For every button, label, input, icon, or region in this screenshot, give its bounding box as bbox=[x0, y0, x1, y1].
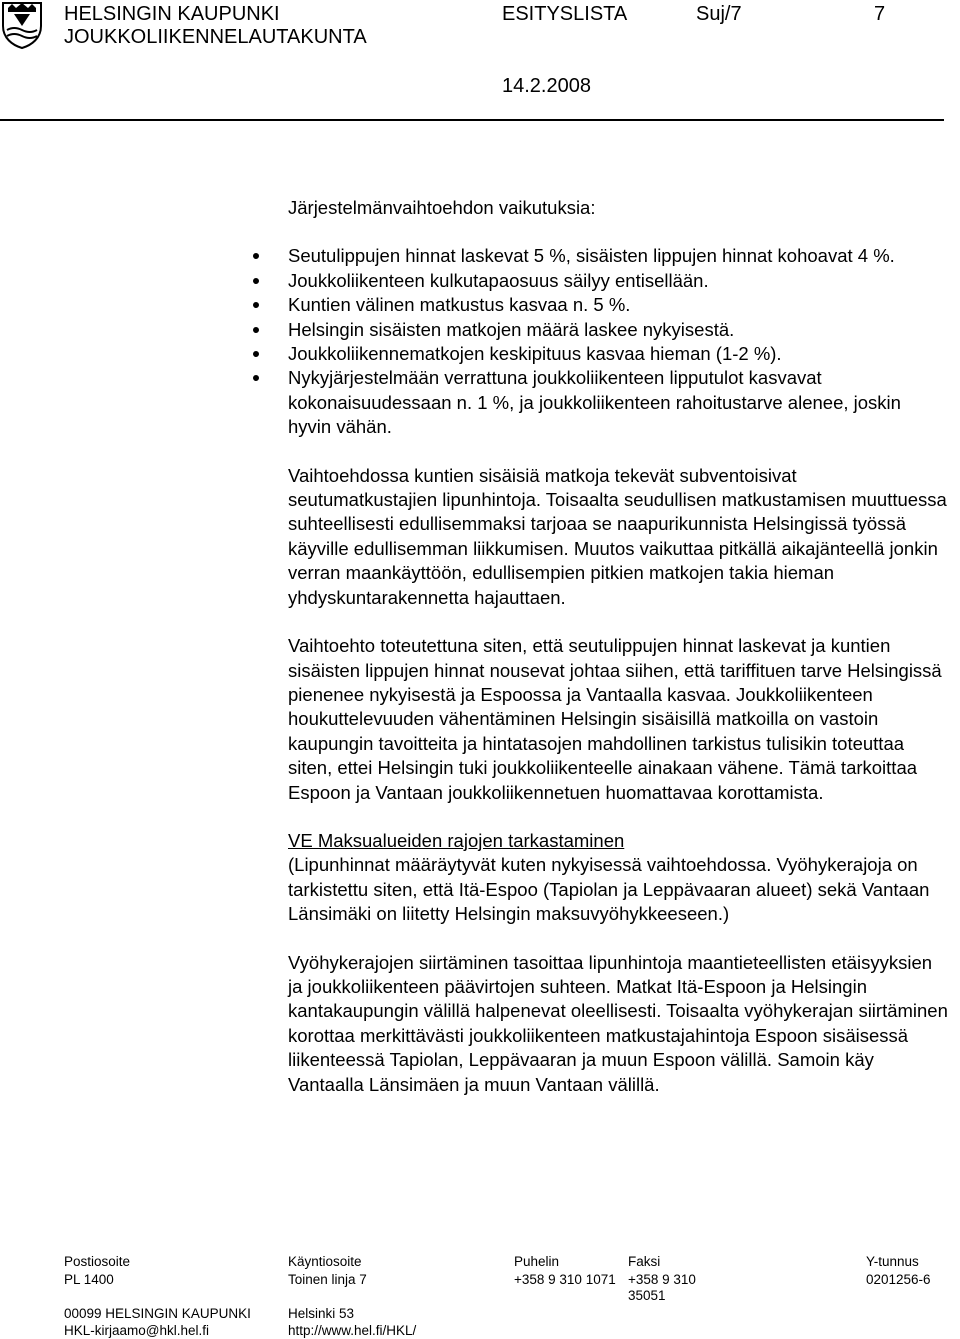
footer-phone-label: Puhelin bbox=[514, 1254, 560, 1269]
footer-fax-number: +358 9 310 bbox=[628, 1272, 696, 1287]
paragraph: Vyöhykerajojen siirtäminen tasoittaa lipunhintoja maantieteellisten etäisyyksien ja joukkoliikenteen päävirtojen suhteen. Matkat Itä-Espoon ja Helsingin kantakaupungin välillä halpenevat oleellisesti. Toisaalta vyöhykerajan siirtäminen korottaa merkittävästi joukkoliikenteen matkustajahintoja Espoon sisäisessä liikenteessä Tapiolan, Leppävaaran ja muun Espoon välillä. Samoin käy Vantaalla Länsimäen ja muun Vantaan välillä. bbox=[288, 951, 948, 1095]
paragraph: Vaihtoehto toteutettuna siten, että seutulippujen hinnat laskevat ja kuntien sisäisten lippujen hinnat nousevat johtaa siihen, että tariffituen tarve Helsingissä pienenee nykyisestä ja Espoossa ja Vantaalla kasvaa. Joukkoliikenteen houkuttelevuuden vähentäminen Helsingin sisäisillä matkoilla on vastoin kaupungin tavoitteita ja hintatasojen mahdollinen tarkistus tulisikin toteuttaa siten, ettei Helsingin tuki joukkoliikenteelle ainakaan vähene. Tämä tarkoittaa Espoon ja Vantaan joukkoliikennetuen huomattavaa korottamista. bbox=[288, 635, 942, 803]
footer-fax-number-cont: 35051 bbox=[628, 1288, 666, 1303]
list-item: Joukkoliikenteen kulkutapaosuus säilyy entisellään. bbox=[288, 269, 948, 293]
list-item: Joukkoliikennematkojen keskipituus kasvaa hieman (1-2 %). bbox=[288, 342, 948, 366]
footer-visit-street: Toinen linja 7 bbox=[288, 1272, 367, 1287]
footer-email: HKL-kirjaamo@hkl.hel.fi bbox=[64, 1323, 209, 1338]
section-id: Suj/7 bbox=[696, 3, 742, 25]
list-item: Seutulippujen hinnat laskevat 5 %, sisäisten lippujen hinnat kohoavat 4 %. bbox=[288, 244, 948, 268]
document-body bbox=[288, 196, 948, 1097]
org-department: JOUKKOLIIKENNELAUTAKUNTA bbox=[64, 26, 367, 48]
document-date: 14.2.2008 bbox=[502, 75, 591, 97]
footer-postal-box: PL 1400 bbox=[64, 1272, 114, 1287]
footer-visit-label: Käyntiosoite bbox=[288, 1254, 362, 1269]
footer-phone-number: +358 9 310 1071 bbox=[514, 1272, 616, 1287]
footer-postal-label: Postiosoite bbox=[64, 1254, 131, 1269]
footer-website: http://www.hel.fi/HKL/ bbox=[288, 1323, 417, 1338]
org-name: HELSINGIN KAUPUNKI bbox=[64, 3, 280, 25]
footer-visit-city: Helsinki 53 bbox=[288, 1306, 355, 1321]
subsection-heading: VE Maksualueiden rajojen tarkastaminen bbox=[288, 829, 625, 851]
header-divider bbox=[0, 119, 944, 121]
footer-postal-city: 00099 HELSINGIN KAUPUNKI bbox=[64, 1306, 251, 1321]
list-item: Kuntien välinen matkustus kasvaa n. 5 %. bbox=[288, 293, 948, 317]
footer-business-id: 0201256-6 bbox=[866, 1272, 931, 1287]
paragraph: (Lipunhinnat määräytyvät kuten nykyisessä vaihtoehdossa. Vyöhykerajoja on tarkistettu siten, että Itä-Espoo (Tapiolan ja Leppävaaran alueet) sekä Vantaan Länsimäki on liitetty Helsingin maksuvyöhykkeeseen.) bbox=[288, 854, 930, 925]
helsinki-crest-logo bbox=[0, 0, 44, 50]
paragraph: Vaihtoehdossa kuntien sisäisiä matkoja tekevät subventoisivat seutumatkustajien lipunhintoja. Toisaalta seudullisen matkustamisen muuttuessa suhteellisesti edullisemmaksi tarjoaa se naapurikunnista Helsingissä työssä käyville edullisemman liikkumisen. Muutos vaikuttaa pitkällä aikajänteellä jonkin verran maankäyttöön, edullisempien pitkien matkojen takia hieman yhdyskuntarakennetta hajauttaen. bbox=[288, 464, 947, 608]
list-item: Helsingin sisäisten matkojen määrä laskee nykyisestä. bbox=[288, 318, 948, 342]
doc-type: ESITYSLISTA bbox=[502, 3, 628, 25]
footer-fax-label: Faksi bbox=[628, 1254, 661, 1269]
footer-business-id-label: Y-tunnus bbox=[866, 1254, 919, 1269]
effects-list bbox=[288, 244, 948, 439]
page-number: 7 bbox=[874, 3, 886, 25]
section-heading: Järjestelmänvaihtoehdon vaikutuksia: bbox=[288, 197, 596, 218]
list-item: Nykyjärjestelmään verrattuna joukkoliikenteen lipputulot kasvavat kokonaisuudessaan n. 1 %, ja joukkoliikenteen rahoitustarve alenee, joskin hyvin vähän. bbox=[288, 366, 948, 439]
